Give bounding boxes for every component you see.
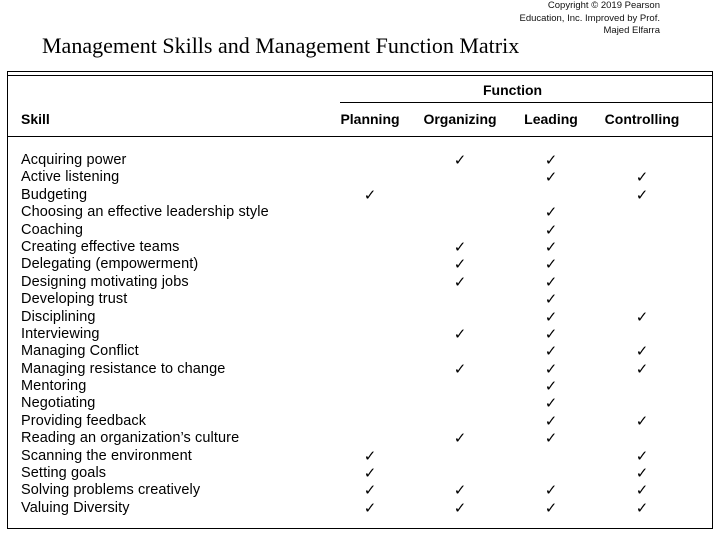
check-icon-organizing: ✓ [453,272,467,291]
check-icon-leading: ✓ [544,307,558,326]
table-body [8,152,712,517]
table-row [8,395,712,412]
copyright-line-2: Education, Inc. Improved by Prof. [519,12,660,24]
check-icon-leading: ✓ [544,237,558,256]
check-icon-leading: ✓ [544,377,558,396]
copyright-line-1: Copyright © 2019 Pearson [547,0,660,11]
table-row [8,204,712,221]
skill-label: Creating effective teams [21,238,180,255]
skill-label: Developing trust [21,291,128,308]
skill-label: Reading an organization’s culture [21,430,240,447]
check-icon-leading: ✓ [544,220,558,239]
table-row [8,465,712,482]
skills-matrix-table [7,71,713,529]
table-row [8,343,712,360]
check-icon-leading: ✓ [544,151,558,169]
skill-label: Active listening [21,169,120,186]
table-row [8,309,712,326]
check-icon-leading: ✓ [544,168,558,187]
skill-label: Budgeting [21,186,88,203]
page-title: Management Skills and Management Function Matrix [42,33,520,58]
check-icon-organizing: ✓ [453,498,467,517]
check-icon-organizing: ✓ [453,359,467,378]
check-icon-organizing: ✓ [453,151,467,169]
column-header-planning: Planning [340,111,400,127]
check-icon-controlling: ✓ [635,464,649,483]
skill-label: Choosing an effective leadership style [21,204,269,221]
check-icon-organizing: ✓ [453,481,467,500]
copyright-notice [490,0,660,38]
table-row [8,482,712,499]
header-bottom-rule [8,136,712,137]
check-icon-planning: ✓ [363,446,377,465]
table-row [8,413,712,430]
table-row [8,430,712,447]
check-icon-leading: ✓ [544,411,558,430]
column-header-leading: Leading [524,111,578,127]
check-icon-organizing: ✓ [453,429,467,448]
check-icon-leading: ✓ [544,481,558,500]
table-row [8,256,712,273]
table-row [8,169,712,186]
check-icon-controlling: ✓ [635,446,649,465]
skill-label: Negotiating [21,395,96,412]
table-row [8,378,712,395]
table-row [8,361,712,378]
check-icon-leading: ✓ [544,429,558,448]
check-icon-leading: ✓ [544,498,558,517]
check-icon-leading: ✓ [544,272,558,291]
check-icon-planning: ✓ [363,481,377,500]
check-icon-organizing: ✓ [453,237,467,256]
check-icon-controlling: ✓ [635,342,649,361]
table-row [8,326,712,343]
table-row [8,500,712,517]
skill-label: Scanning the environment [21,447,192,464]
table-row [8,239,712,256]
check-icon-controlling: ✓ [635,481,649,500]
table-row [8,222,712,239]
skill-label: Managing Conflict [21,343,139,360]
skill-label: Solving problems creatively [21,482,201,499]
check-icon-leading: ✓ [544,324,558,343]
check-icon-leading: ✓ [544,290,558,309]
column-header-organizing: Organizing [423,111,497,127]
check-icon-organizing: ✓ [453,255,467,274]
function-group-header: Function [483,82,543,98]
skill-label: Interviewing [21,325,100,342]
skill-label: Managing resistance to change [21,360,226,377]
skill-label: Delegating (empowerment) [21,256,199,273]
check-icon-controlling: ✓ [635,307,649,326]
check-icon-leading: ✓ [544,394,558,413]
check-icon-leading: ✓ [544,342,558,361]
table-row [8,274,712,291]
table-row [8,448,712,465]
check-icon-planning: ✓ [363,464,377,483]
check-icon-organizing: ✓ [453,324,467,343]
skill-label: Disciplining [21,308,96,325]
copyright-line-3: Majed Elfarra [603,25,660,36]
skill-label: Designing motivating jobs [21,273,189,290]
check-icon-planning: ✓ [363,498,377,517]
check-icon-leading: ✓ [544,255,558,274]
skill-column-header: Skill [21,111,50,127]
skill-label: Setting goals [21,465,107,482]
skill-label: Mentoring [21,378,87,395]
table-top-rule [8,75,712,76]
table-row [8,291,712,308]
check-icon-leading: ✓ [544,359,558,378]
table-row [8,187,712,204]
check-icon-controlling: ✓ [635,411,649,430]
check-icon-controlling: ✓ [635,498,649,517]
skill-label: Valuing Diversity [21,499,130,516]
table-row [8,152,712,169]
check-icon-planning: ✓ [363,185,377,204]
function-header-rule [340,102,712,103]
check-icon-controlling: ✓ [635,168,649,187]
check-icon-controlling: ✓ [635,185,649,204]
skill-label: Acquiring power [21,152,127,168]
check-icon-leading: ✓ [544,203,558,222]
column-header-controlling: Controlling [604,111,680,127]
skill-label: Coaching [21,221,84,238]
check-icon-controlling: ✓ [635,359,649,378]
skill-label: Providing feedback [21,412,147,429]
